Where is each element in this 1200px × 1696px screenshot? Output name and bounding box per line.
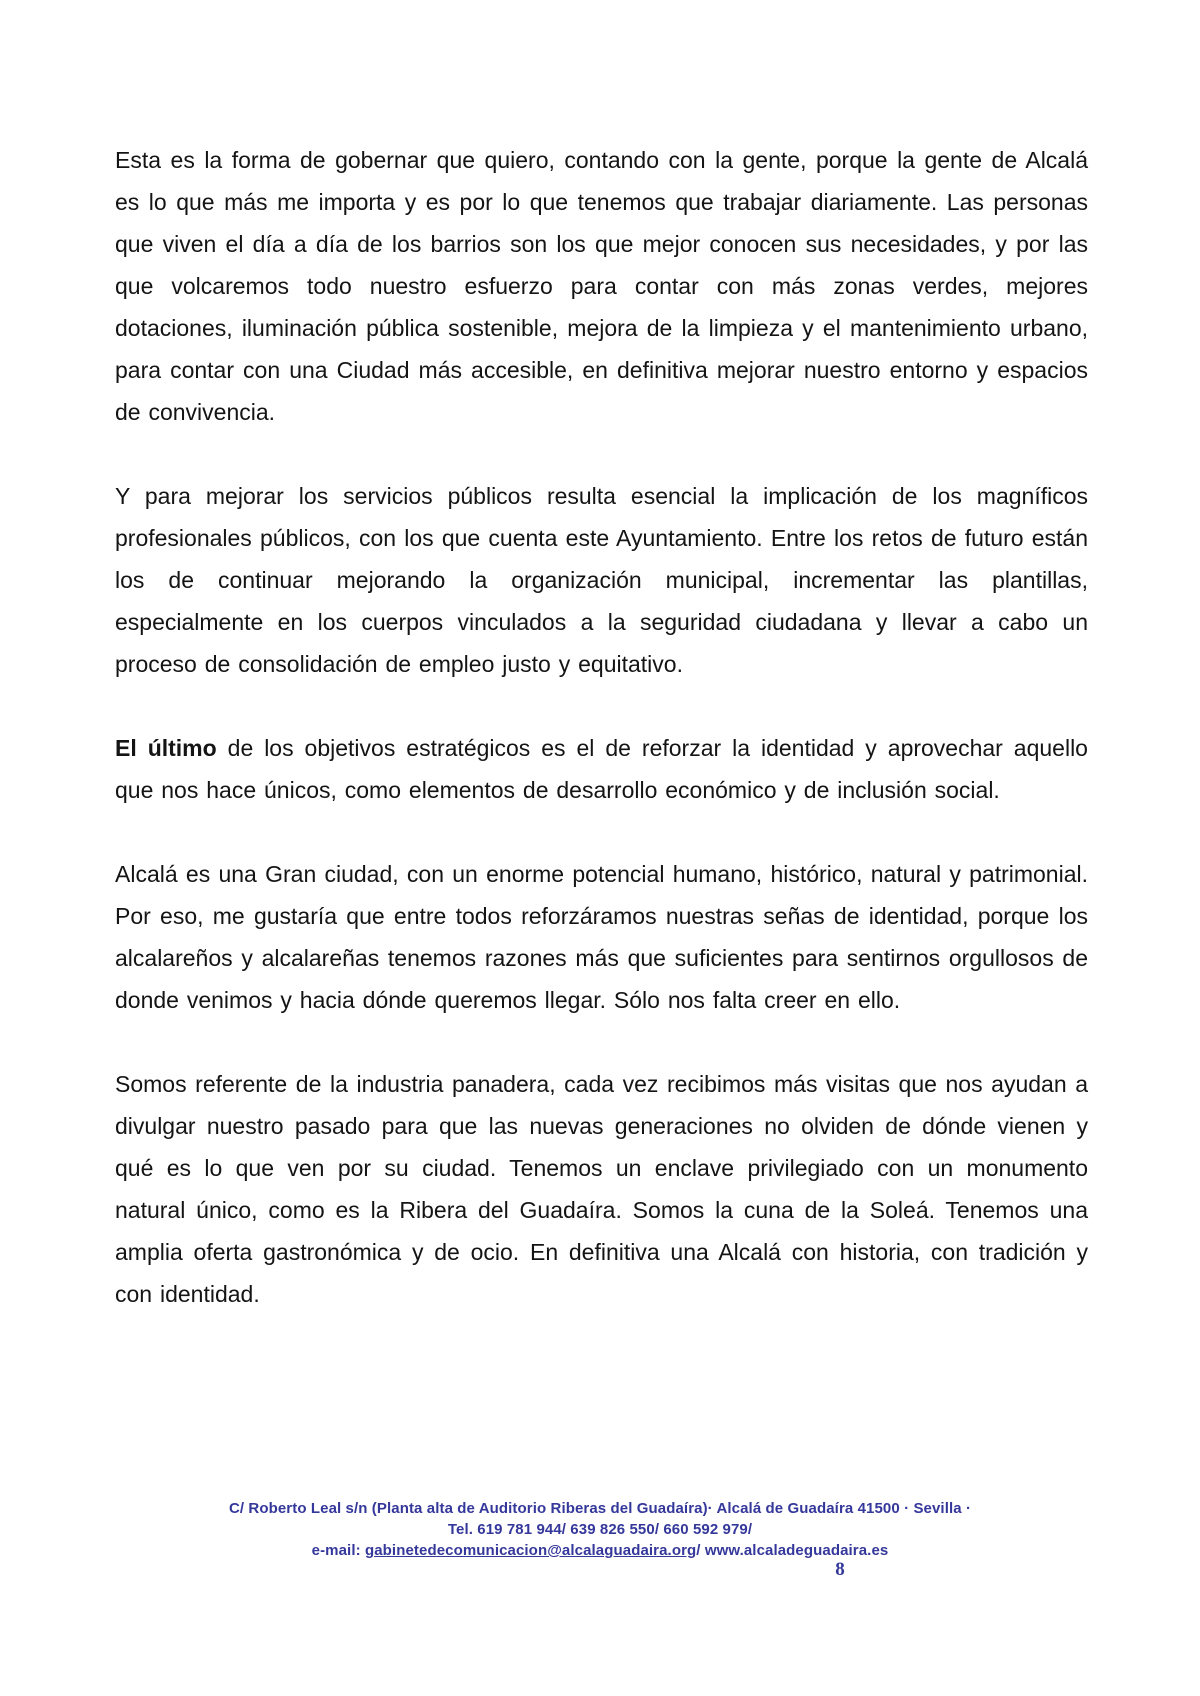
paragraph: Esta es la forma de gobernar que quiero, contando con la gente, porque la gente de Alcalá es lo que más me importa y es por lo que tenemos que trabajar diariamente. Las personas que viven el día a día de los barrios son los que mejor conocen sus necesidades, y por las que volcaremos todo nuestro esfuerzo para contar con más zonas verdes, mejores dotaciones, iluminación pública sostenible, mejora de la limpieza y el mantenimiento urbano, para contar con una Ciudad más accesible, en definitiva mejorar nuestro entorno y espacios de convivencia. [115,147,1088,425]
document-body [115,139,1088,1315]
page-footer [0,1498,1200,1561]
footer-separator: / [696,1542,705,1559]
footer-contact-line [0,1540,1200,1561]
footer-phone-line: Tel. 619 781 944/ 639 826 550/ 660 592 979/ [447,1521,753,1538]
footer-address-line: C/ Roberto Leal s/n (Planta alta de Auditorio Riberas del Guadaíra)· Alcalá de Guadaíra 41500 · Sevilla · [228,1500,972,1517]
paragraph: Y para mejorar los servicios públicos resulta esencial la implicación de los magníficos profesionales públicos, con los que cuenta este Ayuntamiento. Entre los retos de futuro están los de continuar mejorando la organización municipal, incrementar las plantillas, especialmente en los cuerpos vinculados a la seguridad ciudadana y llevar a cabo un proceso de consolidación de empleo justo y equitativo. [115,483,1088,677]
paragraph-text: de los objetivos estratégicos es el de reforzar la identidad y aprovechar aquello que nos hace únicos, como elementos de desarrollo económico y de inclusión social. [115,735,1088,803]
footer-email-link[interactable]: gabinetedecomunicacion@alcalaguadaira.org [364,1542,697,1559]
paragraph [115,727,1088,811]
page-number: 8 [835,1559,845,1580]
paragraph-lead-bold: El último [115,735,217,761]
footer-website: www.alcaladeguadaira.es [704,1542,889,1559]
footer-email-label: e-mail: [311,1542,365,1559]
paragraph: Alcalá es una Gran ciudad, con un enorme potencial humano, histórico, natural y patrimonial. Por eso, me gustaría que entre todos reforzáramos nuestras señas de identidad, porque los alcalareños y alcalareñas tenemos razones más que suficientes para sentirnos orgullosos de donde venimos y hacia dónde queremos llegar. Sólo nos falta creer en ello. [115,861,1088,1013]
paragraph: Somos referente de la industria panadera, cada vez recibimos más visitas que nos ayudan a divulgar nuestro pasado para que las nuevas generaciones no olviden de dónde vienen y qué es lo que ven por su ciudad. Tenemos un enclave privilegiado con un monumento natural único, como es la Ribera del Guadaíra. Somos la cuna de la Soleá. Tenemos una amplia oferta gastronómica y de ocio. En definitiva una Alcalá con historia, con tradición y con identidad. [115,1071,1088,1307]
